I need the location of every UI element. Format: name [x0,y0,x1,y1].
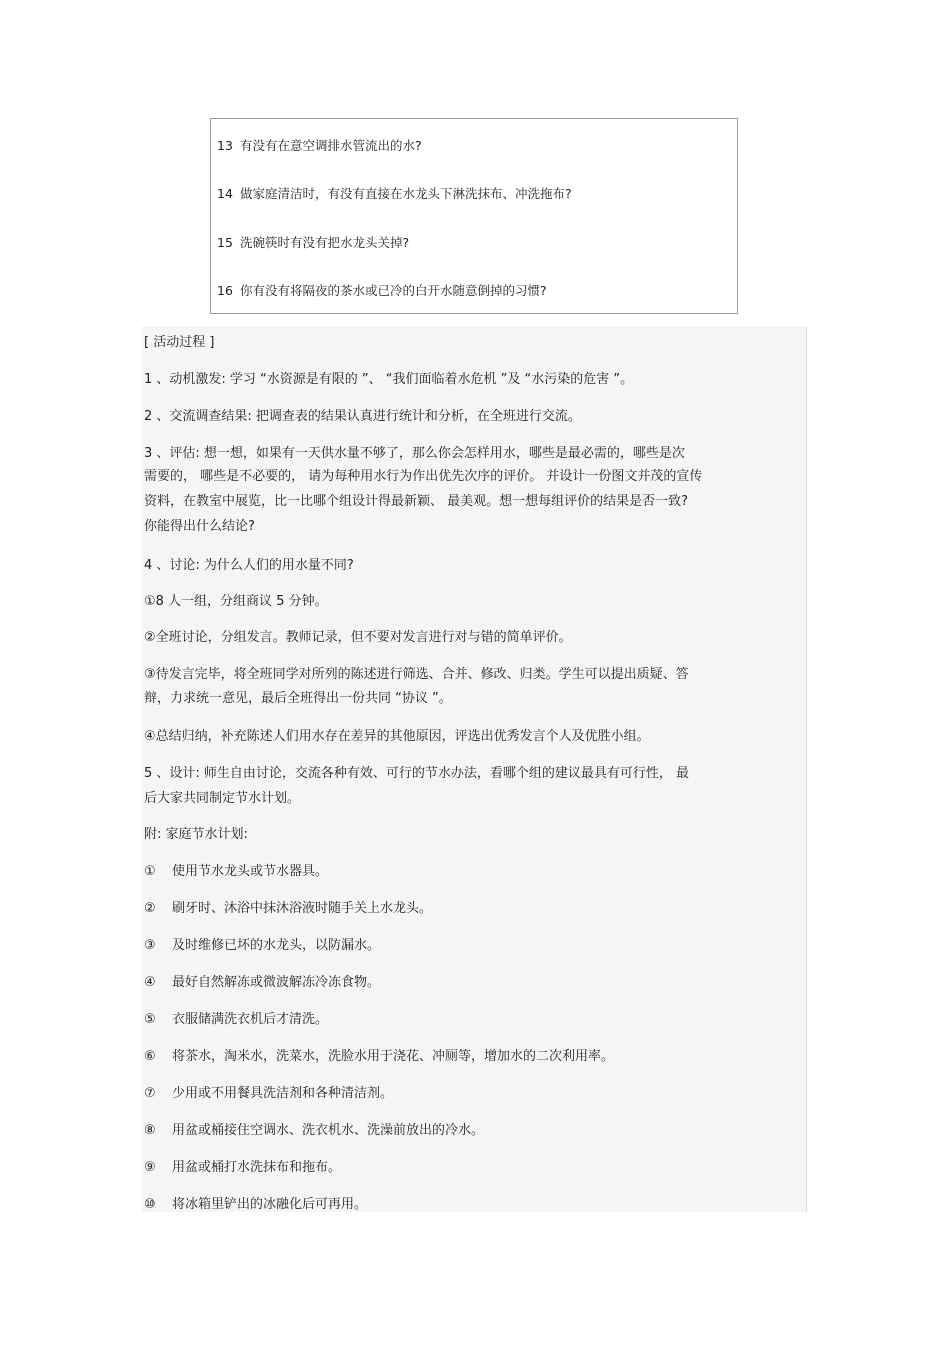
question-text: 你有没有将隔夜的茶水或已冷的白开水随意倒掉的习惯? [240,283,547,298]
survey-question-16 [217,281,547,299]
plan-item-marker: ⑤ [144,1012,156,1027]
survey-question-15 [217,233,409,251]
plan-item-marker: ② [144,901,156,916]
appendix-title: 附: 家庭节水计划: [144,827,248,842]
plan-item-text: 用盆或桶打水洗抹布和拖布。 [172,1160,342,1175]
paragraph-evaluation-line3: 资料，在教室中展览，比一比哪个组设计得最新颖、 最美观。想一想每组评价的结果是否一致? [144,494,689,509]
discussion-step-3-line1: ③待发言完毕，将全班同学对所列的陈述进行筛选、合并、修改、归类。学生可以提出质疑、答 [144,667,689,682]
discussion-step-4: ④总结归纳，补充陈述人们用水存在差异的其他原因，评选出优秀发言个人及优胜小组。 [144,729,650,744]
plan-item-marker: ⑥ [144,1049,156,1064]
plan-item [144,1082,393,1101]
plan-item-text: 将茶水，淘米水，洗菜水，洗脸水用于浇花、冲厕等，增加水的二次利用率。 [172,1049,615,1064]
plan-item-marker: ④ [144,975,156,990]
plan-item-text: 最好自然解冻或微波解冻冷冻食物。 [172,975,381,990]
plan-item-text: 将冰箱里铲出的冰融化后可再用。 [172,1197,368,1212]
question-text: 洗碗筷时有没有把水龙头关掉? [240,235,410,250]
paragraph-evaluation-line1: 3 、评估: 想一想，如果有一天供水量不够了，那么你会怎样用水，哪些是最必需的，哪些是次 [144,446,685,461]
paragraph-survey-results: 2 、交流调查结果: 把调查表的结果认真进行统计和分析，在全班进行交流。 [144,409,581,424]
activity-content-panel [142,326,807,1212]
section-title: [ 活动过程 ] [144,335,215,350]
paragraph-evaluation-line2: 需要的， 哪些是不必要的， 请为每种用水行为作出优先次序的评价。 并设计一份图文并茂的宣传 [144,469,703,484]
plan-item [144,1156,341,1175]
survey-question-14 [217,184,572,202]
question-number: 13 [217,138,233,153]
plan-item [144,1008,328,1027]
plan-item-marker: ⑨ [144,1160,156,1175]
question-number: 15 [217,235,233,250]
paragraph-motivation: 1 、动机激发: 学习 “水资源是有限的 ”、 “我们面临着水危机 ”及 “水污染的危害 ”。 [144,372,634,387]
plan-item-marker: ① [144,864,156,879]
plan-item-text: 及时维修已坏的水龙头，以防漏水。 [172,938,381,953]
plan-item [144,1119,484,1138]
paragraph-design-line1: 5 、设计: 师生自由讨论，交流各种有效、可行的节水办法，看哪个组的建议最具有可行性， 最 [144,766,690,781]
survey-question-13 [217,136,422,154]
survey-question-box [210,118,738,314]
discussion-step-1: ①8 人一组，分组商议 5 分钟。 [144,594,328,609]
plan-item [144,1045,614,1064]
paragraph-discussion: 4 、讨论: 为什么人们的用水量不同? [144,558,354,573]
plan-item-marker: ⑧ [144,1123,156,1138]
plan-item [144,897,432,916]
plan-item [144,934,380,953]
question-number: 16 [217,283,233,298]
question-number: 14 [217,186,233,201]
plan-item-marker: ③ [144,938,156,953]
plan-item [144,860,328,879]
plan-item-marker: ⑩ [144,1197,156,1212]
paragraph-evaluation-line4: 你能得出什么结论? [144,519,255,534]
plan-item-text: 使用节水龙头或节水器具。 [172,864,329,879]
question-text: 有没有在意空调排水管流出的水? [240,138,422,153]
question-text: 做家庭清洁时，有没有直接在水龙头下淋洗抹布、冲洗拖布? [240,186,572,201]
plan-item-text: 衣服储满洗衣机后才清洗。 [172,1012,329,1027]
plan-item-text: 刷牙时、沐浴中抹沐浴液时随手关上水龙头。 [172,901,433,916]
plan-item-text: 用盆或桶接住空调水、洗衣机水、洗澡前放出的冷水。 [172,1123,485,1138]
discussion-step-3-line2: 辩，力求统一意见，最后全班得出一份共同 “协议 ”。 [144,691,452,706]
discussion-step-2: ②全班讨论，分组发言。教师记录，但不要对发言进行对与错的简单评价。 [144,630,572,645]
plan-item-marker: ⑦ [144,1086,156,1101]
paragraph-design-line2: 后大家共同制定节水计划。 [144,791,301,806]
plan-item [144,971,380,990]
plan-item-text: 少用或不用餐具洗洁剂和各种清洁剂。 [172,1086,394,1101]
plan-item [144,1193,367,1212]
